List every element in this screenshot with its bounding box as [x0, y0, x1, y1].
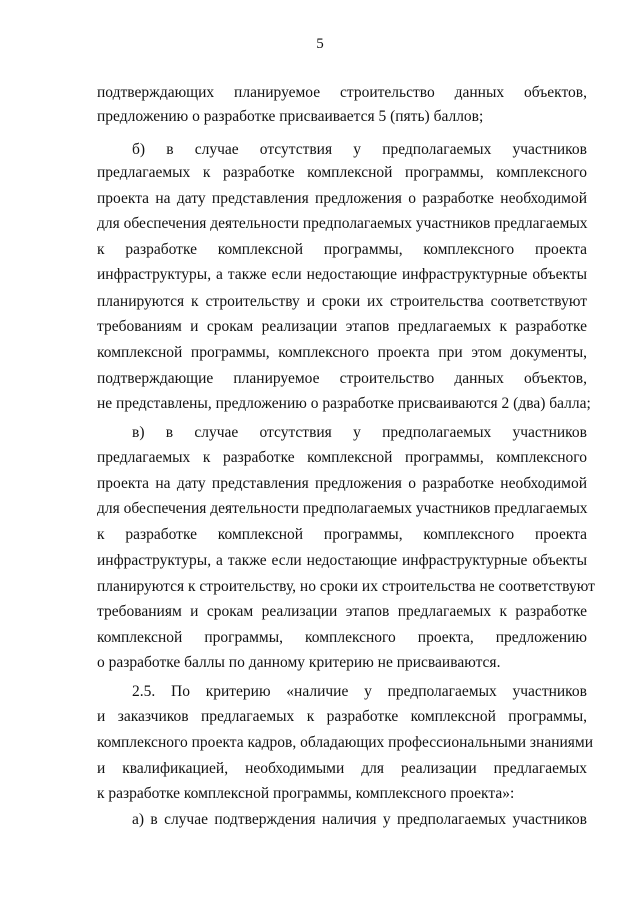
- text-line: проекта на дату представления предложения о разработке необходимой: [97, 190, 587, 207]
- text-line: и заказчиков предлагаемых к разработке комплексной программы,: [97, 708, 587, 725]
- text-line: подтверждающие планируемое строительство данных объектов,: [97, 370, 587, 387]
- page-number: 5: [316, 36, 324, 52]
- text-line: требованиям и срокам реализации этапов предлагаемых к разработке: [97, 603, 587, 620]
- text-line: к разработке комплексной программы, комплексного проекта: [97, 241, 587, 258]
- section-2-5: 2.5. По критерию «наличие у предполагаемых участников: [132, 683, 587, 700]
- text-line: планируются к строительству и сроки их строительства соответствуют: [97, 293, 587, 310]
- text-line: подтверждающих планируемое строительство данных объектов,: [97, 84, 587, 101]
- text-line: комплексной программы, комплексного проекта, предложению: [97, 629, 587, 646]
- text-line: предлагаемых к разработке комплексной программы, комплексного: [97, 164, 587, 181]
- text-line: к разработке комплексной программы, комплексного проекта»:: [97, 785, 515, 802]
- text-line: планируются к строительству, но сроки их строительства не соответствуют: [97, 578, 595, 595]
- text-line: к разработке комплексной программы, комплексного проекта: [97, 526, 587, 543]
- text-line: для обеспечения деятельности предполагаемых участников предлагаемых: [97, 215, 588, 232]
- text-line: требованиям и срокам реализации этапов предлагаемых к разработке: [97, 318, 587, 335]
- list-item-b: б) в случае отсутствия у предполагаемых участников: [132, 141, 587, 158]
- text-line: о разработке баллы по данному критерию не присваиваются.: [97, 654, 501, 671]
- text-line: инфраструктуры, а также если недостающие инфраструктурные объекты: [97, 266, 587, 283]
- text-line: не представлены, предложению о разработке присваиваются 2 (два) балла;: [97, 395, 591, 412]
- text-line: проекта на дату представления предложения о разработке необходимой: [97, 475, 587, 492]
- text-line: для обеспечения деятельности предполагаемых участников предлагаемых: [97, 500, 588, 517]
- text-line: комплексной программы, комплексного проекта при этом документы,: [97, 344, 587, 361]
- text-line: инфраструктуры, а также если недостающие инфраструктурные объекты: [97, 552, 587, 569]
- list-item-a: а) в случае подтверждения наличия у предполагаемых участников: [132, 811, 587, 828]
- text-line: предложению о разработке присваивается 5 (пять) баллов;: [97, 108, 484, 125]
- text-line: и квалификацией, необходимыми для реализации предлагаемых: [97, 760, 587, 777]
- text-line: предлагаемых к разработке комплексной программы, комплексного: [97, 449, 587, 466]
- list-item-v: в) в случае отсутствия у предполагаемых участников: [132, 424, 587, 441]
- text-line: комплексного проекта кадров, обладающих профессиональными знаниями: [97, 734, 594, 751]
